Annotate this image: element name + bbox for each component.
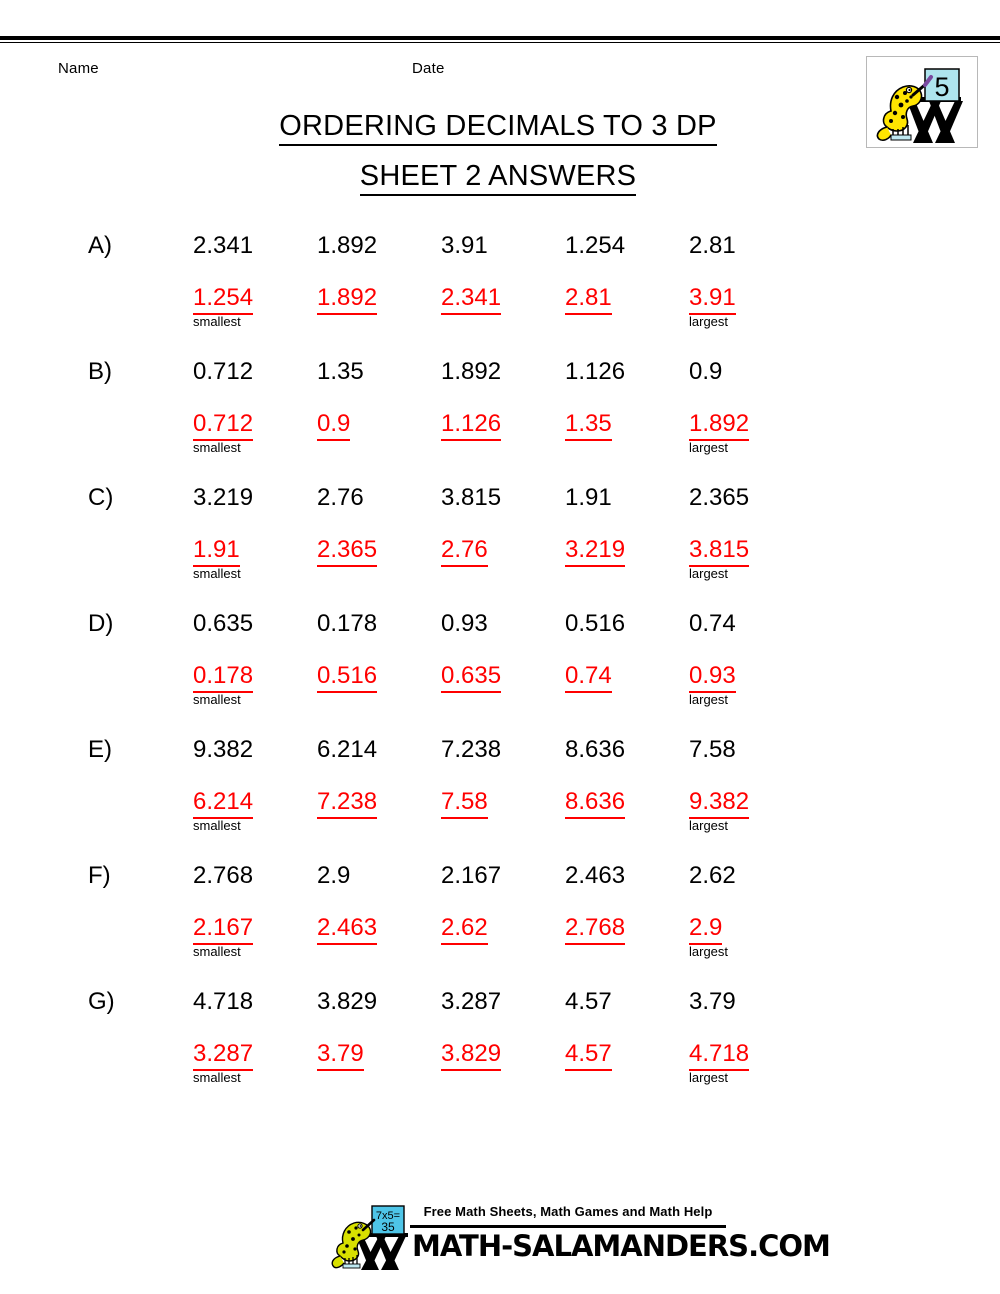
smallest-label: smallest: [193, 314, 241, 329]
name-label: Name: [58, 60, 99, 77]
answer-value: 2.463: [317, 914, 377, 945]
answer-value: 3.79: [317, 1040, 364, 1071]
answer-value: 2.365: [317, 536, 377, 567]
answer-value: 1.91: [193, 536, 240, 567]
question-number-row: [0, 484, 1000, 518]
answer-value: 8.636: [565, 788, 625, 819]
largest-label: largest: [689, 440, 729, 455]
top-rule-thick: [0, 36, 1000, 40]
question-number: 7.238: [441, 736, 502, 763]
largest-label: largest: [689, 818, 729, 833]
answer-number: [193, 788, 254, 833]
question-number: 0.9: [689, 358, 723, 385]
page-title-line2: [0, 160, 998, 196]
answer-number-row: [0, 1040, 1000, 1085]
question-number: 2.768: [193, 862, 254, 889]
footer-divider: [410, 1225, 726, 1228]
question-number: 2.76: [317, 484, 364, 511]
question-number: 2.463: [565, 862, 626, 889]
page-title-line1: [0, 110, 998, 146]
problem-label: E): [88, 736, 112, 763]
answer-value: 1.892: [689, 410, 749, 441]
grade-number: 5: [934, 72, 950, 102]
answer-value: 0.178: [193, 662, 253, 693]
answer-number: [689, 410, 750, 455]
question-number: 3.219: [193, 484, 254, 511]
answer-value: 6.214: [193, 788, 253, 819]
question-number: 0.178: [317, 610, 378, 637]
answer-value: 1.126: [441, 410, 501, 441]
question-number: 2.9: [317, 862, 351, 889]
answer-value: 1.892: [317, 284, 377, 315]
question-number-row: [0, 988, 1000, 1022]
problem-label: A): [88, 232, 112, 259]
answer-number: [441, 410, 501, 441]
answer-number: [317, 410, 350, 441]
question-number: 1.892: [317, 232, 378, 259]
answer-number: [193, 662, 254, 707]
problem-row: [0, 728, 1000, 854]
problem-row: [0, 350, 1000, 476]
question-number: 0.635: [193, 610, 254, 637]
answer-number-row: [0, 284, 1000, 329]
answer-number: [565, 914, 625, 945]
answer-value: 2.768: [565, 914, 625, 945]
footer-logo: [326, 1200, 418, 1272]
question-number-row: [0, 736, 1000, 770]
answer-number: [441, 536, 488, 567]
question-number: 3.287: [441, 988, 502, 1015]
question-number: 2.62: [689, 862, 736, 889]
question-number: 1.126: [565, 358, 626, 385]
answer-number: [565, 1040, 612, 1071]
answer-value: 0.74: [565, 662, 612, 693]
footer-tagline: Free Math Sheets, Math Games and Math Help: [423, 1204, 713, 1219]
largest-label: largest: [689, 314, 729, 329]
answer-number: [441, 662, 501, 693]
question-number: 0.516: [565, 610, 626, 637]
problem-row: [0, 854, 1000, 980]
answer-value: 0.9: [317, 410, 350, 441]
answer-value: 0.712: [193, 410, 253, 441]
question-number: 7.58: [689, 736, 736, 763]
question-number: 1.892: [441, 358, 502, 385]
answer-value: 4.57: [565, 1040, 612, 1071]
smallest-label: smallest: [193, 944, 241, 959]
question-number: 3.91: [441, 232, 488, 259]
answer-number: [565, 788, 625, 819]
page-title-line2-text: SHEET 2 ANSWERS: [360, 160, 636, 196]
answer-value: 1.35: [565, 410, 612, 441]
smallest-label: smallest: [193, 566, 241, 581]
footer-url[interactable]: MATH-SALAMANDERS.COM: [412, 1229, 830, 1263]
question-number: 2.81: [689, 232, 736, 259]
answer-number: [441, 914, 488, 945]
answer-number: [317, 788, 377, 819]
answer-value: 4.718: [689, 1040, 749, 1071]
question-number: 1.35: [317, 358, 364, 385]
largest-label: largest: [689, 692, 729, 707]
page-title-line1-text: ORDERING DECIMALS TO 3 DP: [279, 110, 716, 146]
question-number: 0.74: [689, 610, 736, 637]
question-number-row: [0, 862, 1000, 896]
question-number: 2.167: [441, 862, 502, 889]
question-number: 1.254: [565, 232, 626, 259]
problem-row: [0, 980, 1000, 1106]
answer-number: [317, 284, 377, 315]
answer-value: 0.516: [317, 662, 377, 693]
answer-value: 0.93: [689, 662, 736, 693]
problem-list: [0, 224, 1000, 1106]
problem-label: D): [88, 610, 114, 637]
answer-number: [565, 410, 612, 441]
smallest-label: smallest: [193, 692, 241, 707]
answer-number: [565, 662, 612, 693]
answer-number: [193, 914, 254, 959]
answer-value: 2.81: [565, 284, 612, 315]
question-number: 4.718: [193, 988, 254, 1015]
footer: [0, 1198, 1000, 1278]
problem-label: B): [88, 358, 112, 385]
answer-number: [317, 1040, 364, 1071]
answer-value: 2.76: [441, 536, 488, 567]
largest-label: largest: [689, 944, 729, 959]
question-number: 0.712: [193, 358, 254, 385]
answer-value: 3.219: [565, 536, 625, 567]
answer-number: [441, 284, 501, 315]
footer-logo-equation-bottom: 35: [381, 1220, 395, 1234]
problem-row: [0, 602, 1000, 728]
question-number: 2.341: [193, 232, 254, 259]
largest-label: largest: [689, 1070, 729, 1085]
answer-number: [441, 1040, 501, 1071]
question-number: 3.79: [689, 988, 736, 1015]
answer-value: 3.815: [689, 536, 749, 567]
answer-value: 2.9: [689, 914, 722, 945]
answer-value: 3.91: [689, 284, 736, 315]
question-number-row: [0, 232, 1000, 266]
answer-number-row: [0, 536, 1000, 581]
answer-number: [441, 788, 488, 819]
answer-number: [689, 284, 736, 329]
answer-value: 9.382: [689, 788, 749, 819]
question-number: 1.91: [565, 484, 612, 511]
answer-number: [689, 914, 729, 959]
problem-row: [0, 224, 1000, 350]
smallest-label: smallest: [193, 818, 241, 833]
answer-number: [193, 536, 241, 581]
answer-number: [317, 662, 377, 693]
answer-value: 3.829: [441, 1040, 501, 1071]
answer-number: [565, 284, 612, 315]
question-number: 4.57: [565, 988, 612, 1015]
smallest-label: smallest: [193, 440, 241, 455]
answer-number: [193, 1040, 254, 1085]
answer-value: 3.287: [193, 1040, 253, 1071]
question-number: 9.382: [193, 736, 254, 763]
answer-number-row: [0, 914, 1000, 959]
answer-value: 7.238: [317, 788, 377, 819]
question-number: 3.829: [317, 988, 378, 1015]
question-number: 0.93: [441, 610, 488, 637]
footer-logo-equation-top: 7x5=: [375, 1210, 401, 1222]
answer-number-row: [0, 410, 1000, 455]
answer-number: [689, 1040, 750, 1085]
date-label: Date: [412, 60, 445, 77]
answer-value: 2.167: [193, 914, 253, 945]
answer-number: [689, 662, 736, 707]
top-rule-thin: [0, 42, 1000, 43]
problem-label: F): [88, 862, 111, 889]
footer-salamander-icon: [326, 1200, 418, 1272]
answer-value: 1.254: [193, 284, 253, 315]
answer-number: [689, 788, 750, 833]
answer-number: [317, 914, 377, 945]
question-number: 2.365: [689, 484, 750, 511]
question-number-row: [0, 610, 1000, 644]
problem-label: G): [88, 988, 115, 1015]
answer-value: 7.58: [441, 788, 488, 819]
answer-number: [193, 410, 254, 455]
answer-value: 2.62: [441, 914, 488, 945]
question-number-row: [0, 358, 1000, 392]
problem-row: [0, 476, 1000, 602]
answer-number-row: [0, 788, 1000, 833]
answer-number: [689, 536, 750, 581]
largest-label: largest: [689, 566, 729, 581]
question-number: 8.636: [565, 736, 626, 763]
answer-value: 0.635: [441, 662, 501, 693]
problem-label: C): [88, 484, 114, 511]
question-number: 3.815: [441, 484, 502, 511]
smallest-label: smallest: [193, 1070, 241, 1085]
answer-number: [565, 536, 625, 567]
answer-number: [317, 536, 377, 567]
answer-number-row: [0, 662, 1000, 707]
question-number: 6.214: [317, 736, 378, 763]
answer-number: [193, 284, 254, 329]
answer-value: 2.341: [441, 284, 501, 315]
